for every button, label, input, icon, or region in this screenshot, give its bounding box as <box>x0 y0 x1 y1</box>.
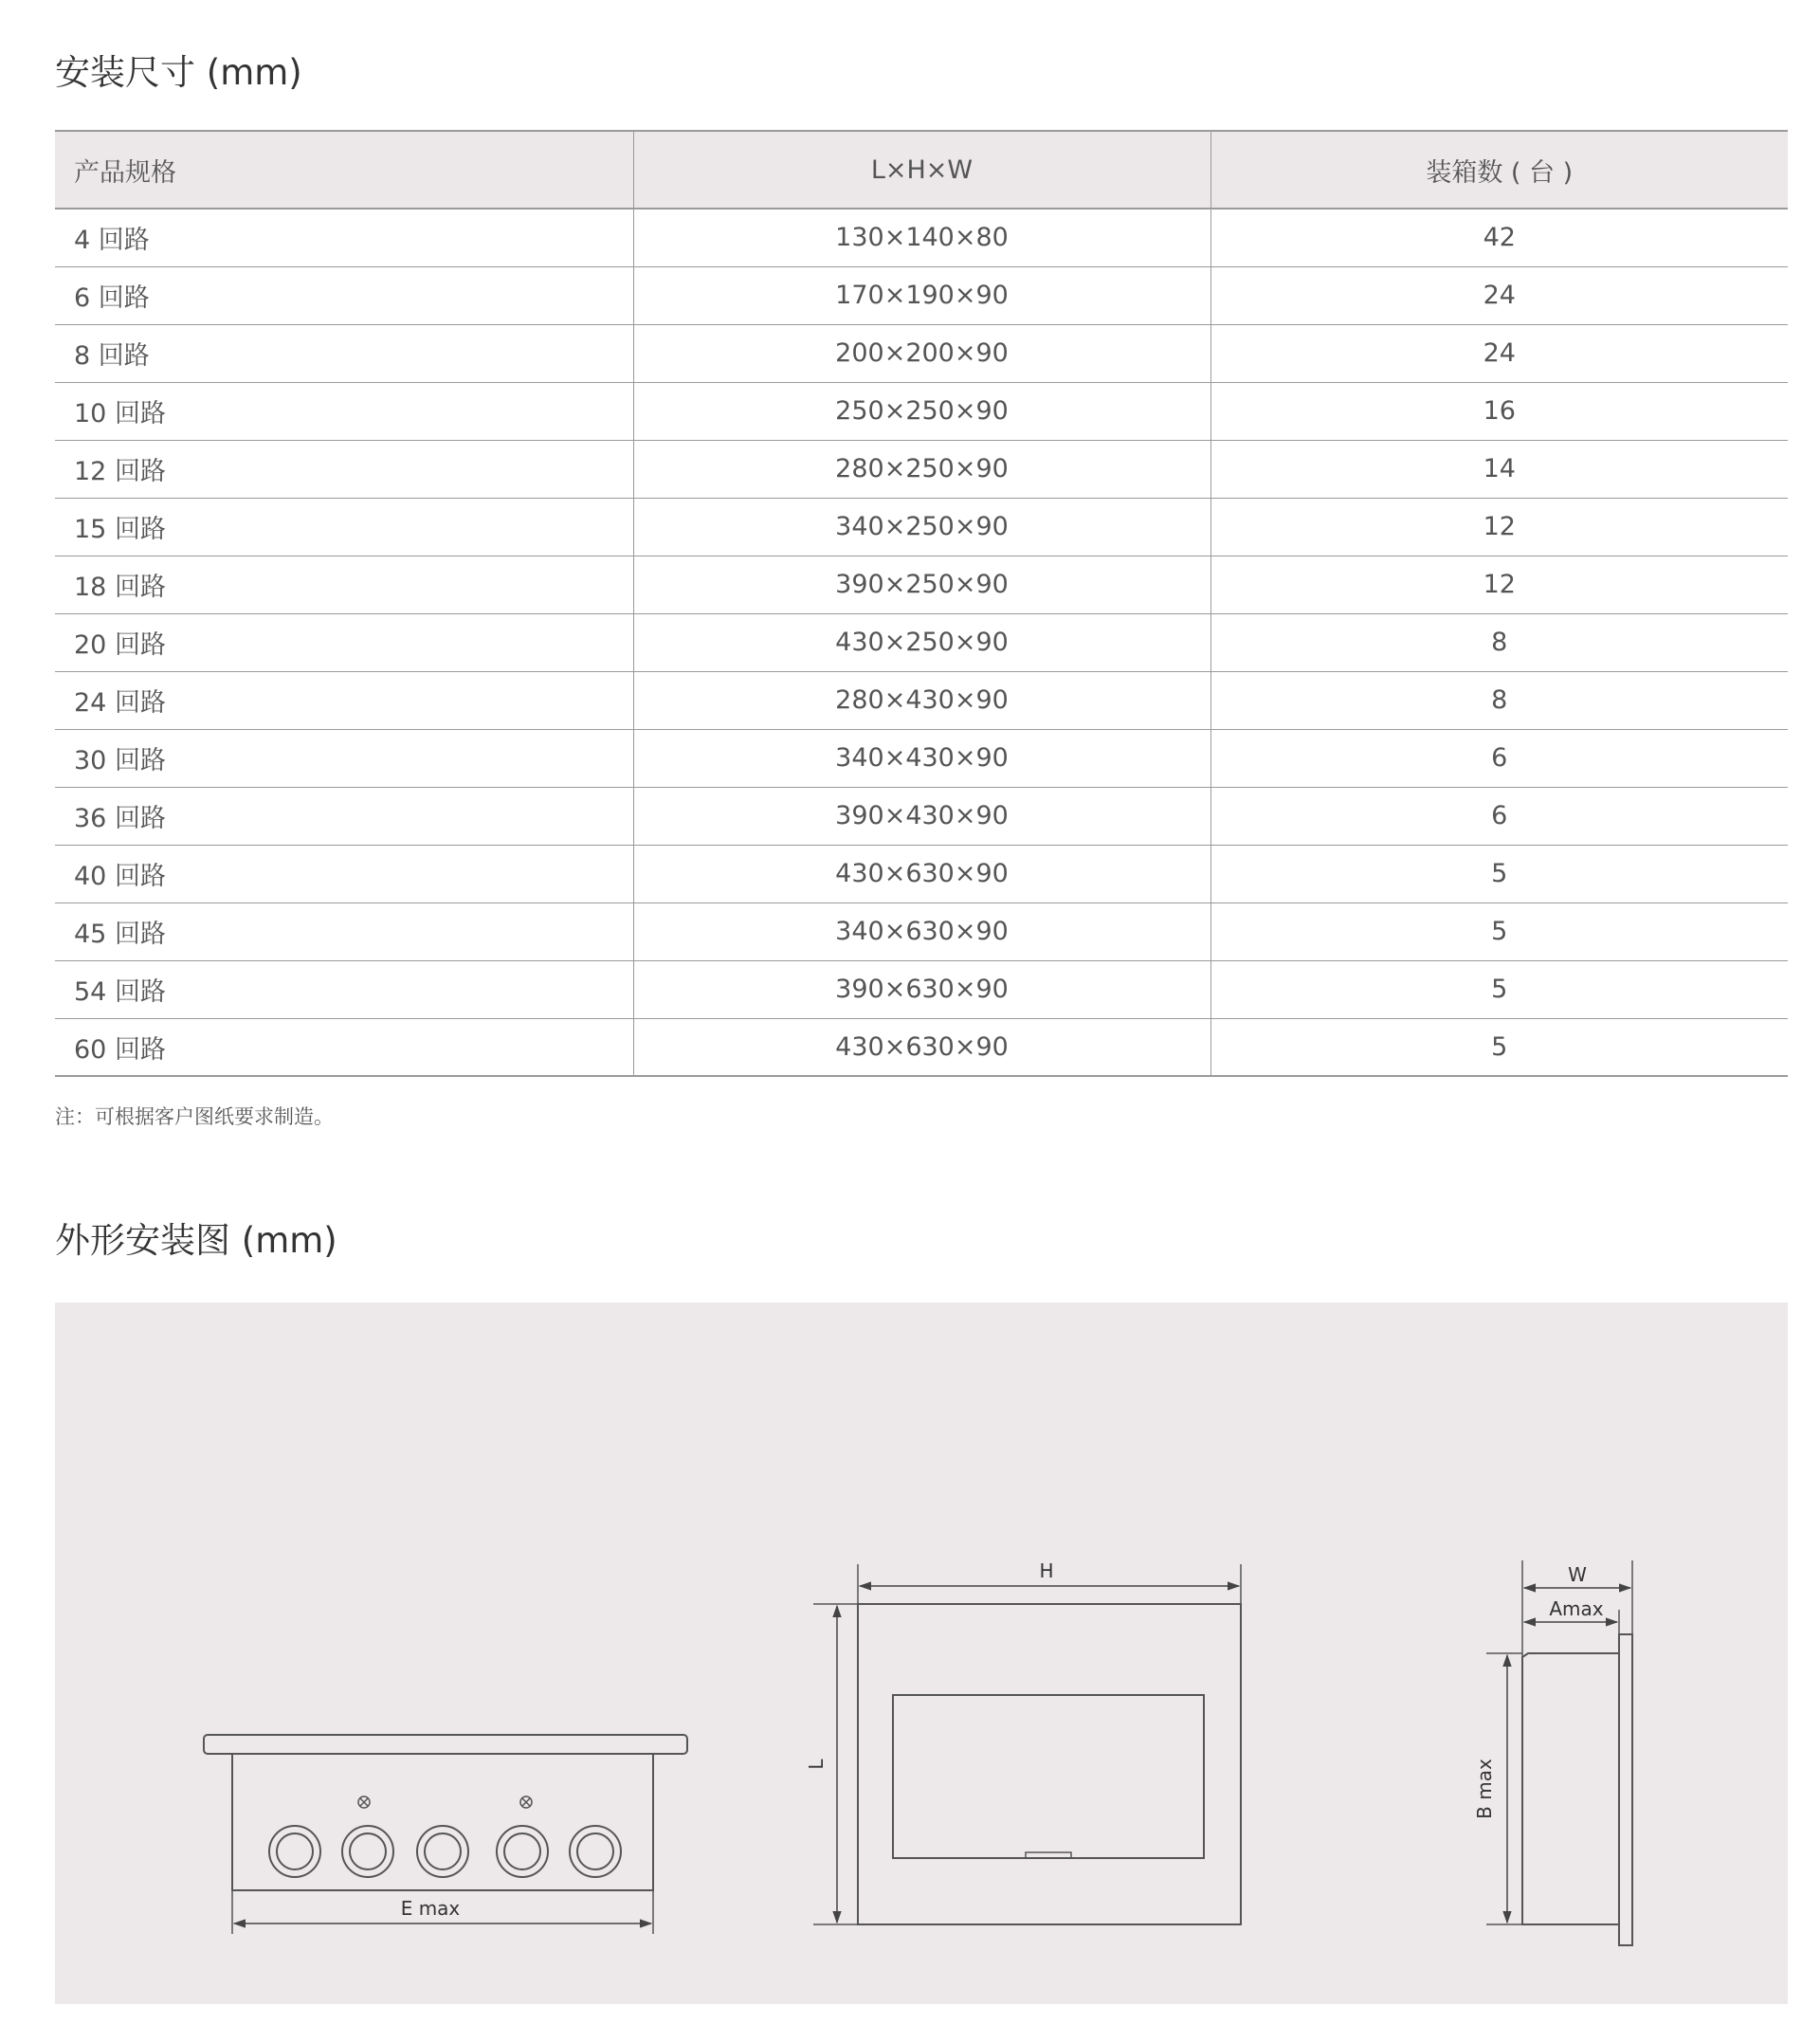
screw-icon <box>358 1796 370 1808</box>
label-b-max: B max <box>1473 1759 1496 1819</box>
table-row <box>55 382 1788 440</box>
table-row <box>55 498 1788 556</box>
cell-packing-qty: 8 <box>1210 613 1788 671</box>
cell-dimensions: 430×250×90 <box>633 613 1210 671</box>
note-text: 注：可根据客户图纸要求制造。 <box>55 1105 334 1128</box>
outline-drawing-panel <box>55 1303 1788 2004</box>
screw-icon <box>520 1796 532 1808</box>
cell-spec: 4 回路 <box>55 209 633 266</box>
cell-dimensions: 390×250×90 <box>633 556 1210 613</box>
label-l: L <box>805 1759 828 1770</box>
cell-packing-qty: 6 <box>1210 787 1788 845</box>
cell-packing-qty: 24 <box>1210 324 1788 382</box>
cell-spec: 24 回路 <box>55 671 633 729</box>
cell-spec: 12 回路 <box>55 440 633 498</box>
cell-dimensions: 390×430×90 <box>633 787 1210 845</box>
section-title-outline-drawing: 外形安装图 (mm) <box>55 1220 337 1261</box>
table-row <box>55 787 1788 845</box>
cell-packing-qty: 8 <box>1210 671 1788 729</box>
cell-spec: 60 回路 <box>55 1018 633 1076</box>
cell-packing-qty: 12 <box>1210 556 1788 613</box>
table-row <box>55 209 1788 266</box>
header-spec: 产品规格 <box>55 131 633 209</box>
cell-spec: 20 回路 <box>55 613 633 671</box>
cell-dimensions: 430×630×90 <box>633 1018 1210 1076</box>
outline-drawing <box>55 1303 1788 2004</box>
cell-spec: 36 回路 <box>55 787 633 845</box>
label-h: H <box>1039 1559 1054 1582</box>
table-row <box>55 1018 1788 1076</box>
cell-packing-qty: 42 <box>1210 209 1788 266</box>
table-row <box>55 324 1788 382</box>
table-row <box>55 671 1788 729</box>
cell-dimensions: 390×630×90 <box>633 960 1210 1018</box>
cell-dimensions: 200×200×90 <box>633 324 1210 382</box>
cell-packing-qty: 16 <box>1210 382 1788 440</box>
cell-dimensions: 170×190×90 <box>633 266 1210 324</box>
top-view <box>813 1564 1241 1924</box>
top-body <box>858 1604 1241 1924</box>
cell-spec: 6 回路 <box>55 266 633 324</box>
table-body <box>55 209 1788 1076</box>
front-flange <box>204 1735 687 1754</box>
cell-packing-qty: 5 <box>1210 960 1788 1018</box>
table-row <box>55 845 1788 902</box>
cell-spec: 15 回路 <box>55 498 633 556</box>
cell-dimensions: 130×140×80 <box>633 209 1210 266</box>
cell-spec: 54 回路 <box>55 960 633 1018</box>
cell-dimensions: 280×430×90 <box>633 671 1210 729</box>
table-row <box>55 266 1788 324</box>
label-e-max: E max <box>400 1897 461 1920</box>
table-row <box>55 440 1788 498</box>
cell-spec: 10 回路 <box>55 382 633 440</box>
cell-spec: 18 回路 <box>55 556 633 613</box>
cell-dimensions: 280×250×90 <box>633 440 1210 498</box>
cell-packing-qty: 12 <box>1210 498 1788 556</box>
cell-spec: 40 回路 <box>55 845 633 902</box>
side-body <box>1522 1653 1619 1924</box>
cell-spec: 45 回路 <box>55 902 633 960</box>
dimensions-table <box>55 130 1788 1077</box>
cell-packing-qty: 5 <box>1210 845 1788 902</box>
header-dimensions: L×H×W <box>633 131 1210 209</box>
table-row <box>55 729 1788 787</box>
header-packing-qty: 装箱数 ( 台 ) <box>1210 131 1788 209</box>
cell-packing-qty: 24 <box>1210 266 1788 324</box>
table-row <box>55 613 1788 671</box>
cell-spec: 8 回路 <box>55 324 633 382</box>
knockout-holes <box>269 1826 621 1877</box>
cell-dimensions: 250×250×90 <box>633 382 1210 440</box>
cell-packing-qty: 5 <box>1210 902 1788 960</box>
table-row <box>55 902 1788 960</box>
cell-packing-qty: 14 <box>1210 440 1788 498</box>
table-header-row <box>55 131 1788 209</box>
section-title-install-dimensions: 安装尺寸 (mm) <box>55 52 302 93</box>
cell-dimensions: 340×630×90 <box>633 902 1210 960</box>
cell-dimensions: 340×430×90 <box>633 729 1210 787</box>
top-window <box>893 1695 1204 1858</box>
side-flange <box>1619 1634 1632 1945</box>
cell-packing-qty: 5 <box>1210 1018 1788 1076</box>
cell-spec: 30 回路 <box>55 729 633 787</box>
cell-packing-qty: 6 <box>1210 729 1788 787</box>
label-a-max: Amax <box>1549 1597 1604 1620</box>
table-row <box>55 556 1788 613</box>
cell-dimensions: 340×250×90 <box>633 498 1210 556</box>
cell-dimensions: 430×630×90 <box>633 845 1210 902</box>
table-row <box>55 960 1788 1018</box>
label-w: W <box>1568 1563 1587 1586</box>
